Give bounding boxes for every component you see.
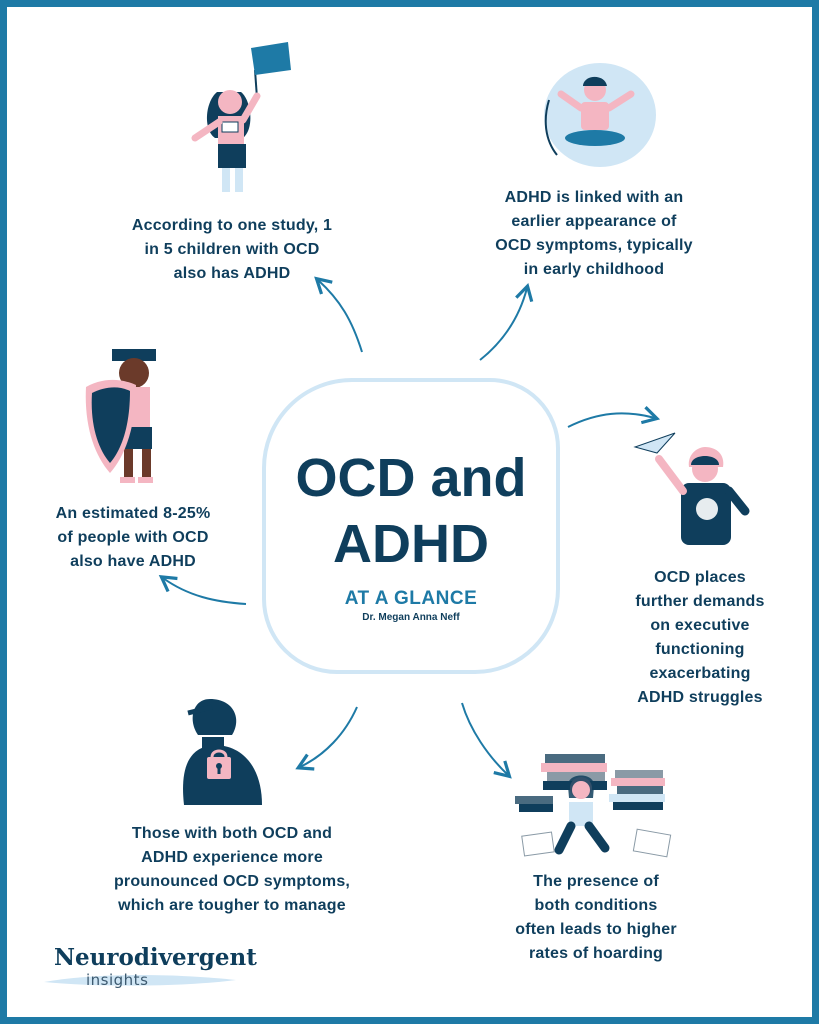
center-author: Dr. Megan Anna Neff — [362, 612, 460, 623]
boy-with-paper-plane-icon — [625, 425, 760, 550]
brand-tagline: insights — [86, 971, 149, 989]
fact-5-caption: Those with both OCD and ADHD experience more prounounced OCD symptoms, which are tougher to manage — [113, 825, 351, 914]
girl-with-flag-icon — [185, 40, 295, 210]
boy-sitting-in-bubble-icon — [535, 60, 660, 170]
arrow-to-fact-1 — [318, 280, 362, 352]
fact-3-caption: OCD places further demands on executive functioning exacerbating ADHD struggles — [635, 569, 765, 706]
fact-6-caption: An estimated 8-25% of people with OCD also have ADHD — [55, 505, 211, 570]
child-with-shield-icon — [80, 345, 172, 487]
center-title: OCD and ADHD — [295, 448, 527, 574]
fact-2-caption: ADHD is linked with an earlier appearance of OCD symptoms, typically in early childhood — [495, 189, 693, 278]
center-subtitle: AT A GLANCE — [344, 588, 478, 609]
person-with-padlock-icon — [170, 695, 270, 807]
arrow-to-fact-5 — [300, 707, 357, 767]
arrow-to-fact-2 — [480, 288, 527, 360]
brand-name: Neurodivergent — [54, 944, 257, 971]
fact-1-caption: According to one study, 1 in 5 children with OCD also has ADHD — [131, 217, 333, 282]
fact-4-caption: The presence of both conditions often leads to higher rates of hoarding — [515, 873, 677, 962]
arrow-to-fact-4 — [462, 703, 508, 775]
arrow-to-fact-6 — [163, 578, 246, 604]
girl-among-book-piles-icon — [505, 750, 690, 865]
